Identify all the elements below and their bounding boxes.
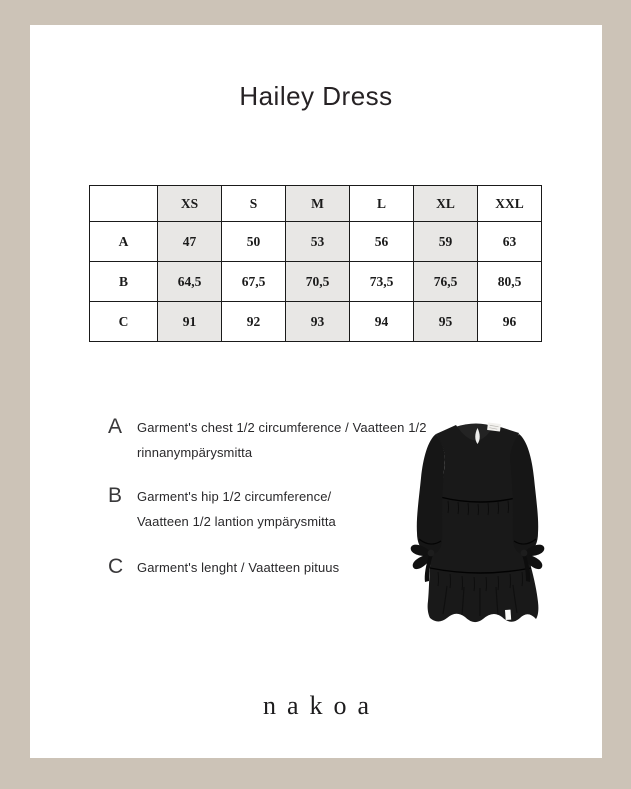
table-row-a [90, 222, 542, 262]
legend-item-a [108, 415, 427, 465]
legend-text-line: Garment's hip 1/2 circumference/ [137, 489, 332, 504]
table-row-c [90, 302, 542, 342]
page-title: Hailey Dress [239, 81, 393, 111]
legend-text-line: Garment's lenght / Vaatteen pituus [137, 560, 340, 575]
size-cell: 47 [158, 222, 222, 262]
column-header-s: S [222, 186, 286, 222]
size-guide-card [30, 25, 602, 758]
size-table [89, 185, 542, 342]
legend-text-b [137, 484, 336, 534]
brand-logo: nakoa [262, 691, 381, 720]
size-cell: 59 [414, 222, 478, 262]
size-cell: 92 [222, 302, 286, 342]
column-header-xxl: XXL [478, 186, 542, 222]
size-cell: 91 [158, 302, 222, 342]
size-cell: 70,5 [286, 262, 350, 302]
table-corner-cell [90, 186, 158, 222]
legend-letter-c: C [108, 555, 124, 578]
legend-item-c [108, 555, 339, 580]
measurement-row-label: C [90, 302, 158, 342]
measurement-row-label: B [90, 262, 158, 302]
legend-text-line: rinnanympärysmitta [137, 445, 253, 460]
size-cell: 95 [414, 302, 478, 342]
size-cell: 94 [350, 302, 414, 342]
column-header-xs: XS [158, 186, 222, 222]
product-photo [402, 398, 602, 648]
legend-item-b [108, 484, 336, 534]
column-header-m: M [286, 186, 350, 222]
column-header-xl: XL [414, 186, 478, 222]
legend-letter-a: A [108, 415, 123, 438]
size-cell: 63 [478, 222, 542, 262]
legend-text-line: Garment's chest 1/2 circumference / Vaatteen 1/2 [137, 420, 427, 435]
legend-text-c [137, 555, 339, 580]
size-cell: 76,5 [414, 262, 478, 302]
measurement-row-label: A [90, 222, 158, 262]
legend-letter-b: B [108, 484, 123, 507]
size-cell: 56 [350, 222, 414, 262]
size-cell: 96 [478, 302, 542, 342]
size-cell: 73,5 [350, 262, 414, 302]
column-header-l: L [350, 186, 414, 222]
table-row-b [90, 262, 542, 302]
legend-text-a [137, 415, 427, 465]
size-cell: 53 [286, 222, 350, 262]
size-cell: 50 [222, 222, 286, 262]
dress-illustration [402, 398, 602, 648]
legend-text-line: Vaatteen 1/2 lantion ympärysmitta [137, 514, 336, 529]
size-cell: 67,5 [222, 262, 286, 302]
size-cell: 64,5 [158, 262, 222, 302]
size-cell: 80,5 [478, 262, 542, 302]
size-cell: 93 [286, 302, 350, 342]
size-table-header-row [90, 186, 542, 222]
